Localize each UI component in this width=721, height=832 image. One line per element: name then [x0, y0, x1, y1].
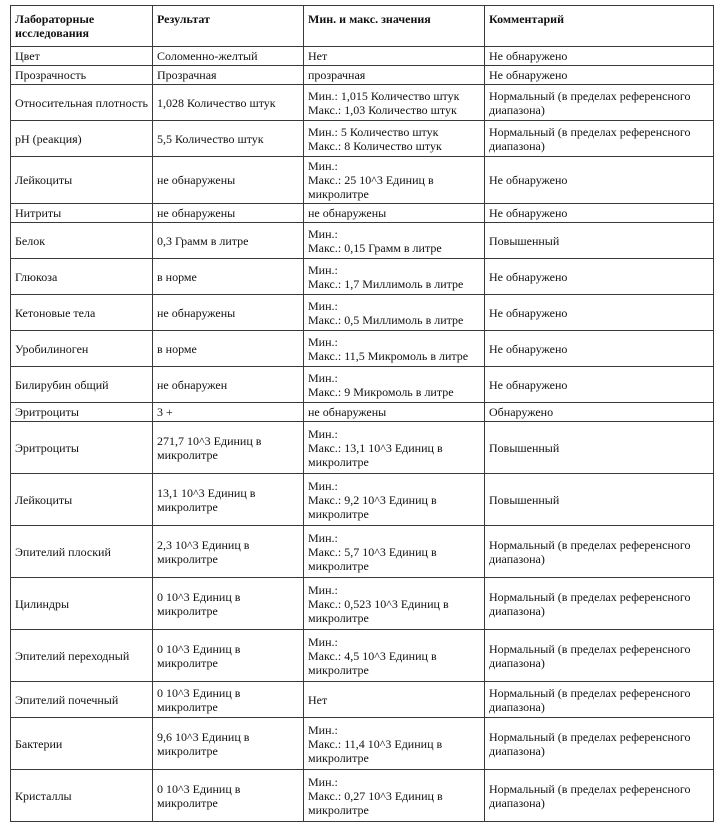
cell-comment: Не обнаружено: [485, 259, 714, 295]
cell-result: Соломенно-желтый: [153, 47, 304, 66]
cell-comment: Нормальный (в пределах референсного диапазона): [485, 121, 714, 157]
cell-comment: Нормальный (в пределах референсного диапазона): [485, 578, 714, 630]
range-line-next: Макс.: 11,5 Микромоль в литре: [308, 348, 469, 363]
table-row: [11, 578, 714, 630]
table-row: [11, 367, 714, 403]
cell-test-name: Цилиндры: [11, 578, 153, 630]
cell-test-name: Кристаллы: [11, 770, 153, 822]
cell-comment: Нормальный (в пределах референсного диапазона): [485, 682, 714, 718]
table-row: [11, 121, 714, 157]
cell-result: 0 10^3 Единиц в микролитре: [153, 682, 304, 718]
cell-test-name: Белок: [11, 223, 153, 259]
table-row: [11, 204, 714, 223]
range-line-first: Мин.: 1,015 Количество штук: [308, 88, 460, 103]
range-line-next: Макс.: 11,4 10^3 Единиц в микролитре: [308, 736, 443, 765]
cell-test-name: Цвет: [11, 47, 153, 66]
cell-comment: Не обнаружено: [485, 66, 714, 85]
range-line-first: Мин.:: [308, 334, 338, 349]
cell-comment: Не обнаружено: [485, 367, 714, 403]
range-line-next: Макс.: 0,5 Миллимоль в литре: [308, 312, 464, 327]
cell-min-max: [304, 578, 485, 630]
cell-comment: Повышенный: [485, 422, 714, 474]
cell-result: не обнаружены: [153, 204, 304, 223]
cell-comment: Повышенный: [485, 474, 714, 526]
table-row: [11, 770, 714, 822]
cell-test-name: Глюкоза: [11, 259, 153, 295]
cell-result: в норме: [153, 331, 304, 367]
range-line-first: Мин.:: [308, 774, 338, 789]
range-line-next: Макс.: 0,15 Грамм в литре: [308, 240, 442, 255]
cell-comment: Не обнаружено: [485, 331, 714, 367]
range-line-next: Макс.: 4,5 10^3 Единиц в микролитре: [308, 648, 437, 677]
table-header: [11, 6, 714, 47]
cell-test-name: Уробилиноген: [11, 331, 153, 367]
cell-min-max: [304, 422, 485, 474]
cell-min-max: [304, 223, 485, 259]
cell-comment: Не обнаружено: [485, 295, 714, 331]
cell-min-max: [304, 157, 485, 204]
cell-test-name: pH (реакция): [11, 121, 153, 157]
table-row: [11, 474, 714, 526]
cell-test-name: Эпителий переходный: [11, 630, 153, 682]
cell-min-max: [304, 718, 485, 770]
range-line-first: Нет: [308, 49, 328, 63]
table-row: [11, 526, 714, 578]
cell-comment: Нормальный (в пределах референсного диапазона): [485, 526, 714, 578]
cell-result: в норме: [153, 259, 304, 295]
cell-result: 0 10^3 Единиц в микролитре: [153, 630, 304, 682]
range-line-next: Макс.: 25 10^3 Единиц в микролитре: [308, 173, 434, 201]
cell-comment: Не обнаружено: [485, 47, 714, 66]
table-row: [11, 295, 714, 331]
range-line-next: Макс.: 13,1 10^3 Единиц в микролитре: [308, 440, 443, 469]
cell-min-max: [304, 66, 485, 85]
cell-min-max: [304, 403, 485, 422]
cell-test-name: Эпителий почечный: [11, 682, 153, 718]
range-line-next: Макс.: 1,7 Миллимоль в литре: [308, 276, 464, 291]
cell-min-max: [304, 682, 485, 718]
table-body: [11, 47, 714, 822]
table-row: [11, 66, 714, 85]
cell-test-name: Эпителий плоский: [11, 526, 153, 578]
cell-test-name: Лейкоциты: [11, 157, 153, 204]
range-line-first: не обнаружены: [308, 405, 387, 419]
cell-min-max: [304, 295, 485, 331]
range-line-first: Мин.:: [308, 298, 338, 313]
table-row: [11, 718, 714, 770]
range-line-first: Мин.:: [308, 159, 338, 173]
table-row: [11, 157, 714, 204]
header-result: Результат: [153, 6, 304, 47]
range-line-first: Мин.:: [308, 582, 338, 597]
cell-min-max: [304, 259, 485, 295]
header-lab-tests: Лабораторные исследования: [11, 6, 153, 47]
cell-test-name: Эритроциты: [11, 422, 153, 474]
range-line-first: Мин.:: [308, 426, 338, 441]
range-line-first: Мин.: 5 Количество штук: [308, 124, 439, 139]
header-comment: Комментарий: [485, 6, 714, 47]
cell-comment: Повышенный: [485, 223, 714, 259]
cell-min-max: [304, 770, 485, 822]
range-line-first: Мин.:: [308, 226, 338, 241]
cell-test-name: Нитриты: [11, 204, 153, 223]
cell-result: 0,3 Грамм в литре: [153, 223, 304, 259]
cell-test-name: Относительная плотность: [11, 85, 153, 121]
table-row: [11, 630, 714, 682]
range-line-next: Макс.: 8 Количество штук: [308, 138, 442, 153]
table-row: [11, 223, 714, 259]
range-line-first: Мин.:: [308, 530, 338, 545]
cell-comment: Обнаружено: [485, 403, 714, 422]
range-line-next: Макс.: 1,03 Количество штук: [308, 102, 457, 117]
range-line-first: Нет: [308, 692, 328, 707]
cell-min-max: [304, 121, 485, 157]
table-row: [11, 259, 714, 295]
cell-result: 9,6 10^3 Единиц в микролитре: [153, 718, 304, 770]
range-line-first: прозрачная: [308, 68, 366, 82]
cell-result: Прозрачная: [153, 66, 304, 85]
cell-min-max: [304, 474, 485, 526]
range-line-first: Мин.:: [308, 478, 338, 493]
range-line-first: Мин.:: [308, 262, 338, 277]
cell-min-max: [304, 630, 485, 682]
cell-comment: Не обнаружено: [485, 157, 714, 204]
cell-test-name: Прозрачность: [11, 66, 153, 85]
cell-result: 13,1 10^3 Единиц в микролитре: [153, 474, 304, 526]
cell-test-name: Эритроциты: [11, 403, 153, 422]
cell-min-max: [304, 367, 485, 403]
lab-results-table: [10, 5, 714, 822]
header-min-max: Мин. и макс. значения: [304, 6, 485, 47]
table-row: [11, 682, 714, 718]
cell-test-name: Лейкоциты: [11, 474, 153, 526]
cell-min-max: [304, 526, 485, 578]
range-line-first: Мин.:: [308, 370, 338, 385]
cell-test-name: Кетоновые тела: [11, 295, 153, 331]
range-line-next: Макс.: 9 Микромоль в литре: [308, 384, 454, 399]
cell-result: 1,028 Количество штук: [153, 85, 304, 121]
cell-min-max: [304, 331, 485, 367]
cell-result: не обнаружены: [153, 295, 304, 331]
range-line-next: Макс.: 9,2 10^3 Единиц в микролитре: [308, 492, 437, 521]
cell-comment: Не обнаружено: [485, 204, 714, 223]
cell-min-max: [304, 204, 485, 223]
range-line-first: не обнаружены: [308, 206, 387, 220]
cell-min-max: [304, 85, 485, 121]
cell-comment: Нормальный (в пределах референсного диапазона): [485, 85, 714, 121]
cell-result: 271,7 10^3 Единиц в микролитре: [153, 422, 304, 474]
table-row: [11, 422, 714, 474]
cell-result: 3 +: [153, 403, 304, 422]
range-line-next: Макс.: 0,27 10^3 Единиц в микролитре: [308, 788, 443, 817]
cell-result: 2,3 10^3 Единиц в микролитре: [153, 526, 304, 578]
table-row: [11, 85, 714, 121]
cell-comment: Нормальный (в пределах референсного диапазона): [485, 770, 714, 822]
cell-result: 0 10^3 Единиц в микролитре: [153, 770, 304, 822]
range-line-next: Макс.: 0,523 10^3 Единиц в микролитре: [308, 596, 449, 625]
cell-comment: Нормальный (в пределах референсного диапазона): [485, 630, 714, 682]
range-line-first: Мин.:: [308, 634, 338, 649]
cell-result: 0 10^3 Единиц в микролитре: [153, 578, 304, 630]
table-row: [11, 331, 714, 367]
table-row: [11, 47, 714, 66]
table-row: [11, 403, 714, 422]
cell-result: не обнаружен: [153, 367, 304, 403]
cell-result: не обнаружены: [153, 157, 304, 204]
range-line-first: Мин.:: [308, 722, 338, 737]
cell-test-name: Бактерии: [11, 718, 153, 770]
cell-test-name: Билирубин общий: [11, 367, 153, 403]
cell-min-max: [304, 47, 485, 66]
range-line-next: Макс.: 5,7 10^3 Единиц в микролитре: [308, 544, 437, 573]
cell-comment: Нормальный (в пределах референсного диапазона): [485, 718, 714, 770]
cell-result: 5,5 Количество штук: [153, 121, 304, 157]
header-row: [11, 6, 714, 47]
